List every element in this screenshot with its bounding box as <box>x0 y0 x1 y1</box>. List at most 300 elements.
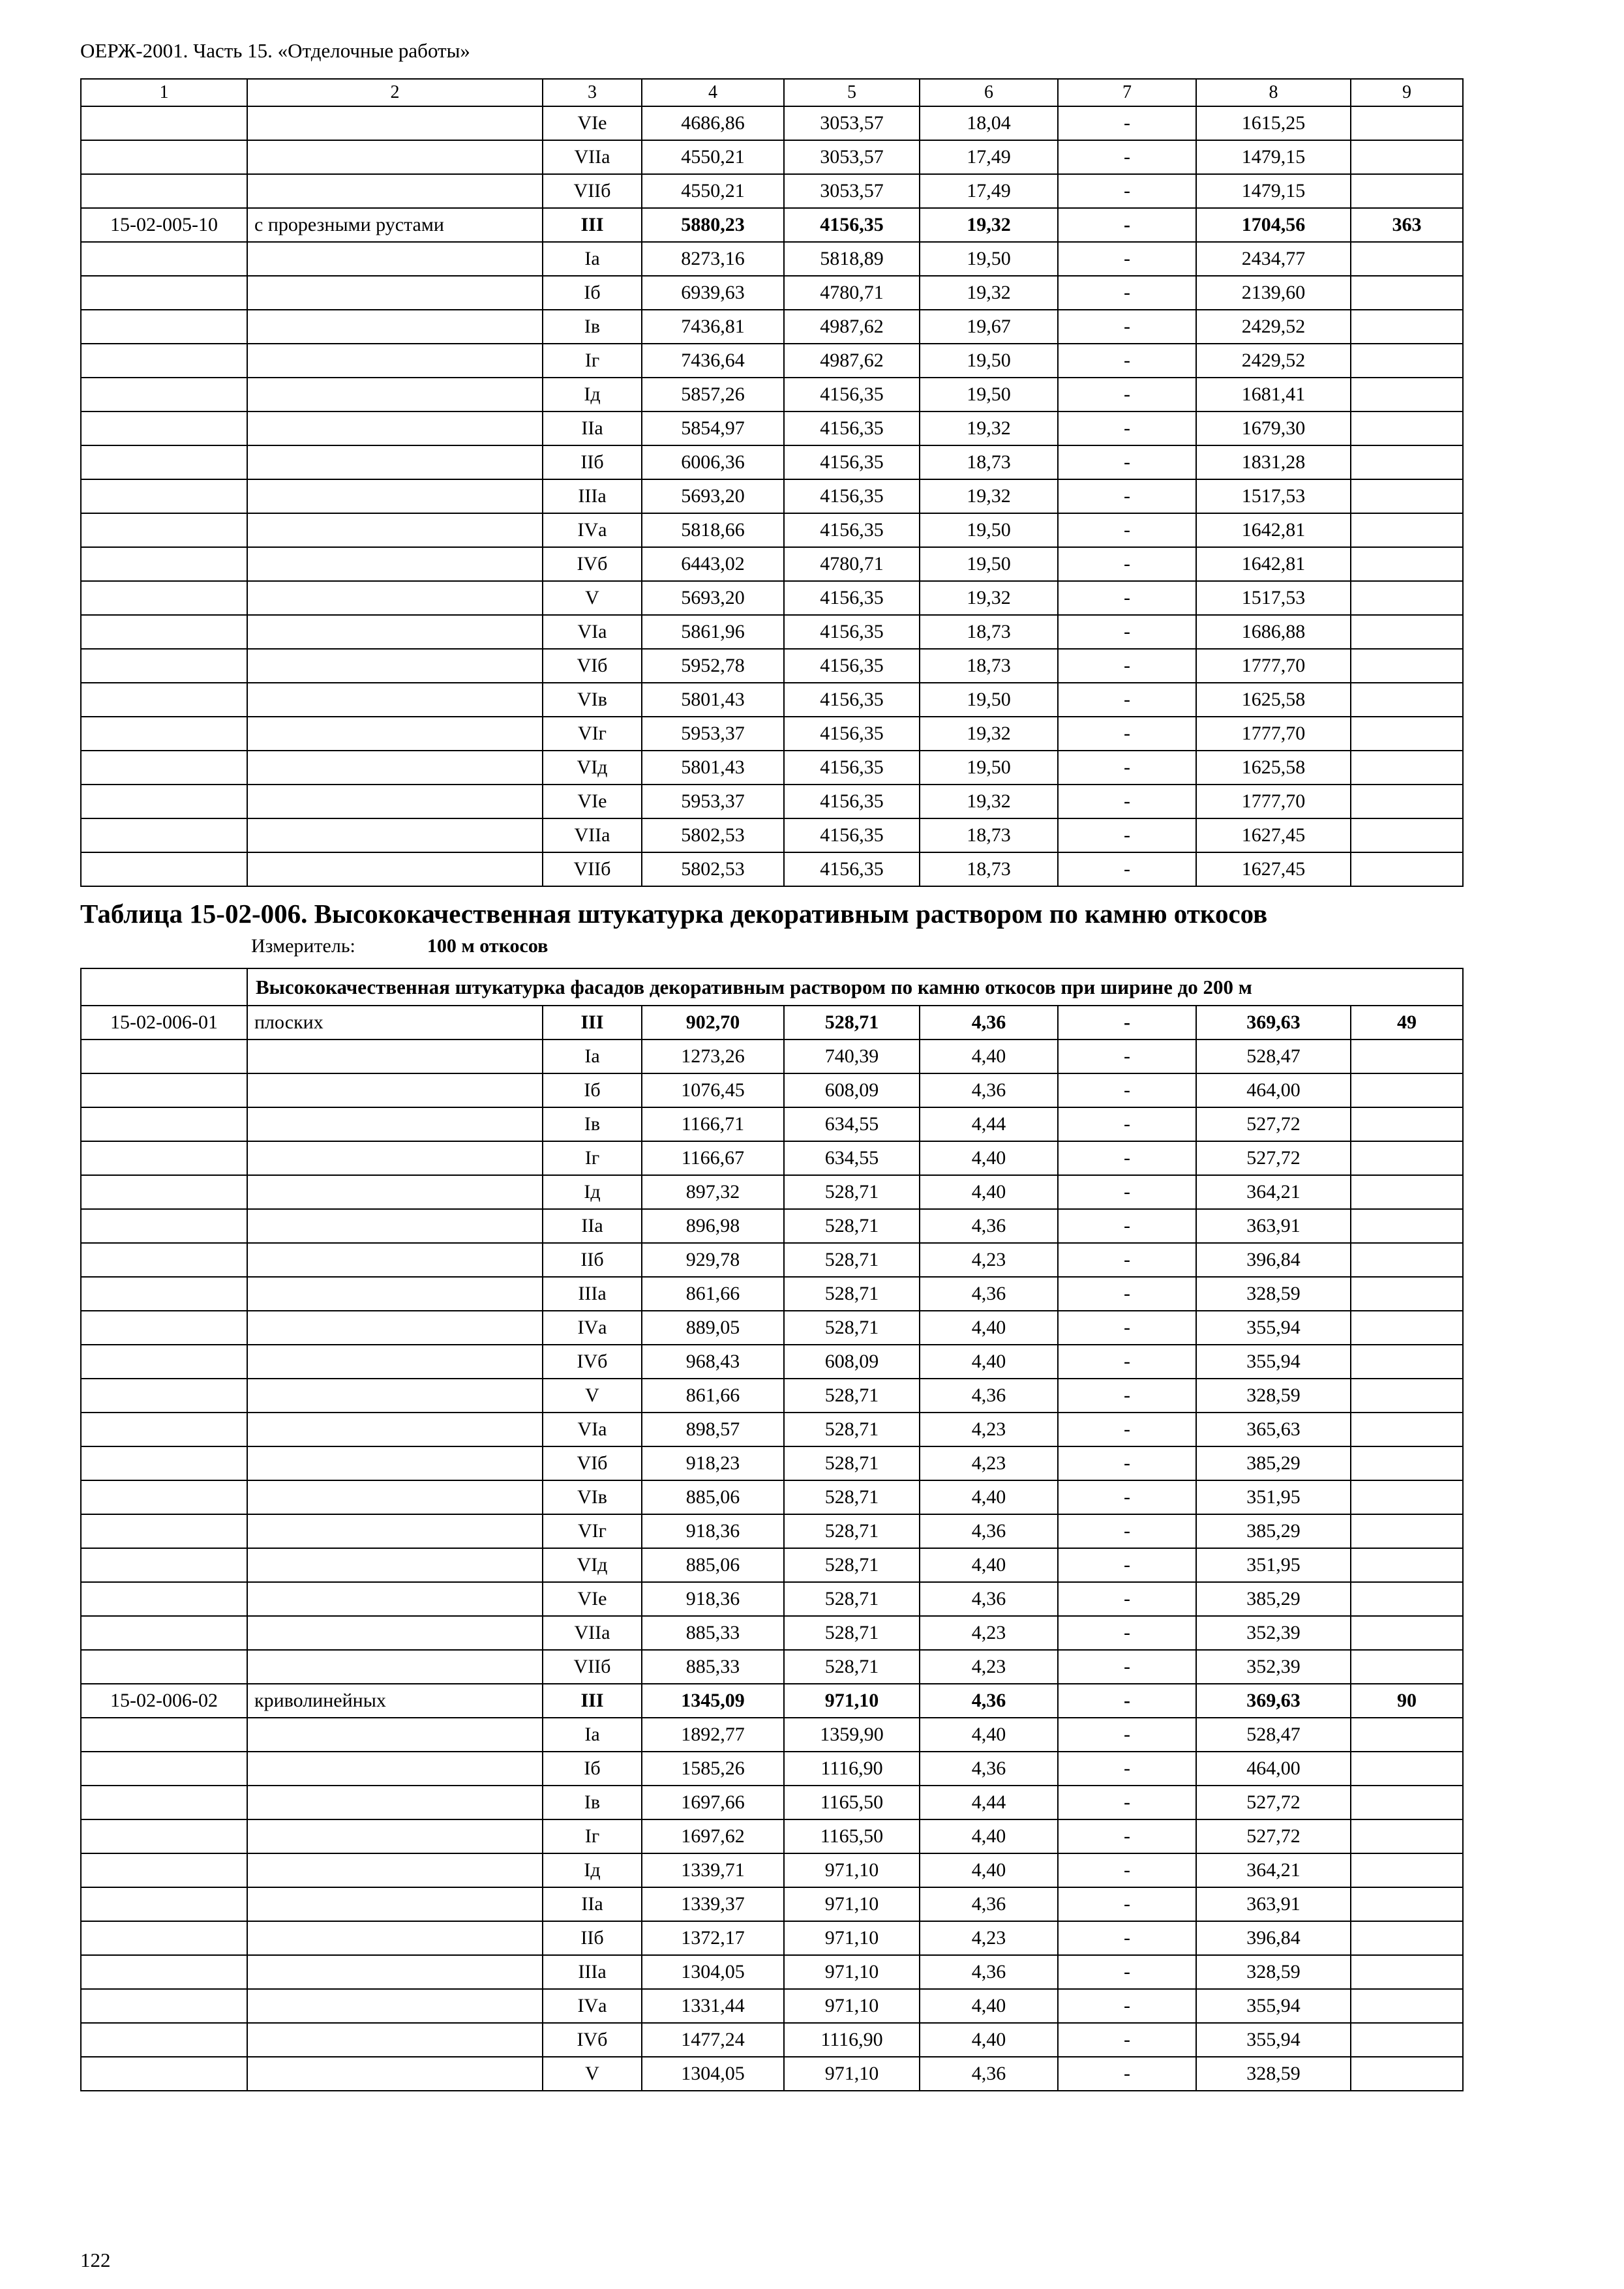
value-cell: - <box>1058 106 1196 140</box>
value-cell <box>1351 479 1463 513</box>
value-cell <box>1351 140 1463 174</box>
value-cell: 19,32 <box>920 411 1058 445</box>
value-cell: 4156,35 <box>784 683 920 717</box>
value-cell: 740,39 <box>784 1040 920 1073</box>
value-cell: 6443,02 <box>642 547 784 581</box>
value-cell: - <box>1058 1345 1196 1379</box>
value-cell: 4,36 <box>920 1073 1058 1107</box>
value-cell <box>1351 1175 1463 1209</box>
value-cell: VIг <box>543 1514 642 1548</box>
value-cell: 1479,15 <box>1196 174 1351 208</box>
value-cell: 5818,66 <box>642 513 784 547</box>
value-cell: 929,78 <box>642 1243 784 1277</box>
value-cell: - <box>1058 547 1196 581</box>
value-cell: 4,40 <box>920 1141 1058 1175</box>
value-cell: 5880,23 <box>642 208 784 242</box>
value-cell: 6006,36 <box>642 445 784 479</box>
description-cell <box>247 445 543 479</box>
value-cell <box>1351 513 1463 547</box>
description-cell <box>247 310 543 344</box>
value-cell: 396,84 <box>1196 1921 1351 1955</box>
value-cell: 4,23 <box>920 1446 1058 1480</box>
value-cell: 5953,37 <box>642 785 784 818</box>
value-cell: 1704,56 <box>1196 208 1351 242</box>
value-cell <box>1351 445 1463 479</box>
value-cell: 528,71 <box>784 1480 920 1514</box>
value-cell: V <box>543 2057 642 2091</box>
code-cell <box>81 174 247 208</box>
value-cell: 4,23 <box>920 1616 1058 1650</box>
code-cell: 15-02-006-02 <box>81 1684 247 1718</box>
value-cell <box>1351 683 1463 717</box>
description-cell <box>247 547 543 581</box>
value-cell <box>1351 581 1463 615</box>
value-cell: 608,09 <box>784 1073 920 1107</box>
value-cell: 328,59 <box>1196 1379 1351 1413</box>
code-cell <box>81 479 247 513</box>
value-cell: - <box>1058 310 1196 344</box>
value-cell: 971,10 <box>784 2057 920 2091</box>
measurer-value: 100 м откосов <box>427 935 549 957</box>
value-cell: - <box>1058 1141 1196 1175</box>
value-cell: 355,94 <box>1196 2023 1351 2057</box>
value-cell: - <box>1058 1853 1196 1887</box>
description-cell <box>247 2023 543 2057</box>
value-cell: IIа <box>543 1887 642 1921</box>
value-cell: 19,50 <box>920 344 1058 378</box>
value-cell: 885,06 <box>642 1548 784 1582</box>
value-cell: 19,32 <box>920 717 1058 751</box>
table-row <box>81 1311 1463 1345</box>
column-number: 4 <box>642 79 784 106</box>
value-cell <box>1351 649 1463 683</box>
value-cell: - <box>1058 2057 1196 2091</box>
table-row <box>81 1989 1463 2023</box>
table-row <box>81 140 1463 174</box>
table-row <box>81 615 1463 649</box>
column-number: 6 <box>920 79 1058 106</box>
value-cell <box>1351 1955 1463 1989</box>
value-cell: - <box>1058 717 1196 751</box>
code-cell <box>81 1718 247 1752</box>
description-cell <box>247 1073 543 1107</box>
code-cell <box>81 276 247 310</box>
description-cell <box>247 242 543 276</box>
value-cell: 4550,21 <box>642 174 784 208</box>
table-row <box>81 1752 1463 1786</box>
value-cell: 528,71 <box>784 1209 920 1243</box>
code-cell <box>81 2057 247 2091</box>
value-cell: VIд <box>543 751 642 785</box>
code-cell <box>81 1887 247 1921</box>
table-row <box>81 2023 1463 2057</box>
value-cell: 1777,70 <box>1196 649 1351 683</box>
table-row <box>81 1413 1463 1446</box>
value-cell: 49 <box>1351 1006 1463 1040</box>
code-cell <box>81 1582 247 1616</box>
value-cell: - <box>1058 1718 1196 1752</box>
value-cell: 2434,77 <box>1196 242 1351 276</box>
value-cell: 528,71 <box>784 1446 920 1480</box>
value-cell <box>1351 411 1463 445</box>
table-row <box>81 513 1463 547</box>
code-cell <box>81 1345 247 1379</box>
description-cell <box>247 1175 543 1209</box>
column-number: 1 <box>81 79 247 106</box>
value-cell: 528,71 <box>784 1006 920 1040</box>
value-cell: VIг <box>543 717 642 751</box>
value-cell: 527,72 <box>1196 1107 1351 1141</box>
value-cell: - <box>1058 378 1196 411</box>
value-cell: VIIб <box>543 174 642 208</box>
value-cell: 90 <box>1351 1684 1463 1718</box>
value-cell: 5861,96 <box>642 615 784 649</box>
table-row <box>81 785 1463 818</box>
value-cell: 4,40 <box>920 1040 1058 1073</box>
value-cell: IVб <box>543 547 642 581</box>
code-cell <box>81 1819 247 1853</box>
value-cell <box>1351 1107 1463 1141</box>
table-row <box>81 1786 1463 1819</box>
value-cell <box>1351 751 1463 785</box>
description-cell <box>247 1650 543 1684</box>
value-cell: - <box>1058 208 1196 242</box>
code-cell <box>81 1446 247 1480</box>
value-cell: 1116,90 <box>784 2023 920 2057</box>
table-row <box>81 344 1463 378</box>
code-cell <box>81 1955 247 1989</box>
description-cell <box>247 1413 543 1446</box>
value-cell: - <box>1058 1819 1196 1853</box>
code-cell <box>81 1514 247 1548</box>
value-cell: 4,40 <box>920 1345 1058 1379</box>
value-cell: - <box>1058 683 1196 717</box>
code-cell <box>81 1548 247 1582</box>
value-cell: Iв <box>543 1107 642 1141</box>
value-cell: 19,32 <box>920 581 1058 615</box>
value-cell: 5693,20 <box>642 479 784 513</box>
value-cell <box>1351 1243 1463 1277</box>
table-row <box>81 106 1463 140</box>
description-cell: с прорезными рустами <box>247 208 543 242</box>
description-cell <box>247 378 543 411</box>
description-cell <box>247 581 543 615</box>
value-cell: 4,44 <box>920 1786 1058 1819</box>
description-cell <box>247 1582 543 1616</box>
value-cell: VIIб <box>543 852 642 886</box>
value-cell: 528,71 <box>784 1379 920 1413</box>
table-row <box>81 1107 1463 1141</box>
value-cell: - <box>1058 1480 1196 1514</box>
table-row <box>81 174 1463 208</box>
description-cell <box>247 717 543 751</box>
value-cell: - <box>1058 1209 1196 1243</box>
description-cell <box>247 1141 543 1175</box>
value-cell: 19,50 <box>920 513 1058 547</box>
value-cell: - <box>1058 1413 1196 1446</box>
value-cell: 4156,35 <box>784 581 920 615</box>
value-cell: 1625,58 <box>1196 683 1351 717</box>
value-cell: 634,55 <box>784 1107 920 1141</box>
value-cell: 355,94 <box>1196 1311 1351 1345</box>
value-cell: 1517,53 <box>1196 581 1351 615</box>
code-cell <box>81 445 247 479</box>
value-cell: 19,50 <box>920 683 1058 717</box>
value-cell: - <box>1058 1040 1196 1073</box>
description-cell <box>247 683 543 717</box>
value-cell: 7436,64 <box>642 344 784 378</box>
code-cell <box>81 751 247 785</box>
table-row <box>81 1684 1463 1718</box>
value-cell: 1304,05 <box>642 2057 784 2091</box>
value-cell <box>1351 242 1463 276</box>
value-cell <box>1351 276 1463 310</box>
value-cell: - <box>1058 411 1196 445</box>
value-cell <box>1351 1311 1463 1345</box>
value-cell: IIб <box>543 1243 642 1277</box>
value-cell: 364,21 <box>1196 1853 1351 1887</box>
value-cell <box>1351 717 1463 751</box>
value-cell: 1777,70 <box>1196 785 1351 818</box>
code-cell <box>81 1480 247 1514</box>
description-cell <box>247 1107 543 1141</box>
table-row <box>81 852 1463 886</box>
value-cell: 7436,81 <box>642 310 784 344</box>
value-cell: - <box>1058 1446 1196 1480</box>
value-cell: 971,10 <box>784 1853 920 1887</box>
value-cell <box>1351 818 1463 852</box>
value-cell: 1681,41 <box>1196 378 1351 411</box>
code-cell <box>81 1141 247 1175</box>
value-cell: 4,23 <box>920 1921 1058 1955</box>
table-row <box>81 378 1463 411</box>
value-cell <box>1351 344 1463 378</box>
value-cell: III <box>543 1006 642 1040</box>
value-cell: 1477,24 <box>642 2023 784 2057</box>
table-row <box>81 1277 1463 1311</box>
value-cell: 528,47 <box>1196 1718 1351 1752</box>
value-cell: - <box>1058 1006 1196 1040</box>
value-cell <box>1351 1345 1463 1379</box>
value-cell: V <box>543 581 642 615</box>
rates-table-continuation <box>80 78 1464 887</box>
value-cell: 889,05 <box>642 1311 784 1345</box>
value-cell: 18,04 <box>920 106 1058 140</box>
value-cell: 1359,90 <box>784 1718 920 1752</box>
table-row <box>81 1582 1463 1616</box>
value-cell: 4,40 <box>920 1311 1058 1345</box>
description-cell <box>247 1989 543 2023</box>
value-cell: IVб <box>543 1345 642 1379</box>
table-row <box>81 2057 1463 2091</box>
table-row <box>81 818 1463 852</box>
value-cell: Iа <box>543 242 642 276</box>
value-cell: IIб <box>543 1921 642 1955</box>
table-row <box>81 242 1463 276</box>
value-cell: 19,32 <box>920 276 1058 310</box>
code-cell <box>81 649 247 683</box>
code-cell <box>81 1311 247 1345</box>
value-cell: 898,57 <box>642 1413 784 1446</box>
value-cell <box>1351 1582 1463 1616</box>
value-cell: 1273,26 <box>642 1040 784 1073</box>
value-cell: 4156,35 <box>784 717 920 751</box>
value-cell <box>1351 1379 1463 1413</box>
value-cell <box>1351 1446 1463 1480</box>
value-cell: 1339,71 <box>642 1853 784 1887</box>
value-cell: 608,09 <box>784 1345 920 1379</box>
code-cell <box>81 310 247 344</box>
description-cell <box>247 411 543 445</box>
value-cell: - <box>1058 1175 1196 1209</box>
value-cell: 385,29 <box>1196 1582 1351 1616</box>
value-cell: 464,00 <box>1196 1073 1351 1107</box>
value-cell <box>1351 1921 1463 1955</box>
value-cell: IIб <box>543 445 642 479</box>
value-cell: 1642,81 <box>1196 547 1351 581</box>
value-cell: 4,36 <box>920 1582 1058 1616</box>
value-cell: 5854,97 <box>642 411 784 445</box>
value-cell: 4780,71 <box>784 276 920 310</box>
value-cell: IVб <box>543 2023 642 2057</box>
description-cell <box>247 1921 543 1955</box>
description-cell <box>247 1853 543 1887</box>
table-row <box>81 1141 1463 1175</box>
value-cell: 4,36 <box>920 1277 1058 1311</box>
value-cell: IIIа <box>543 1277 642 1311</box>
table-body-006 <box>81 968 1463 2091</box>
column-number: 3 <box>543 79 642 106</box>
code-cell <box>81 411 247 445</box>
value-cell: VIIа <box>543 1616 642 1650</box>
value-cell: 4,36 <box>920 1379 1058 1413</box>
value-cell: 19,50 <box>920 242 1058 276</box>
description-cell <box>247 751 543 785</box>
code-cell <box>81 1413 247 1446</box>
value-cell: 1479,15 <box>1196 140 1351 174</box>
table-row <box>81 1616 1463 1650</box>
value-cell: 18,73 <box>920 649 1058 683</box>
column-number: 9 <box>1351 79 1463 106</box>
table-row <box>81 1718 1463 1752</box>
table-row <box>81 1209 1463 1243</box>
description-cell <box>247 615 543 649</box>
value-cell: 4,36 <box>920 1887 1058 1921</box>
column-number: 8 <box>1196 79 1351 106</box>
value-cell: 4156,35 <box>784 208 920 242</box>
code-cell <box>81 1040 247 1073</box>
value-cell: 918,23 <box>642 1446 784 1480</box>
value-cell: 4,40 <box>920 1175 1058 1209</box>
code-cell <box>81 581 247 615</box>
code-cell <box>81 1379 247 1413</box>
value-cell: - <box>1058 1752 1196 1786</box>
value-cell: 4686,86 <box>642 106 784 140</box>
value-cell: - <box>1058 1073 1196 1107</box>
description-cell <box>247 1752 543 1786</box>
value-cell: 4156,35 <box>784 615 920 649</box>
code-cell <box>81 852 247 886</box>
column-number: 2 <box>247 79 543 106</box>
table-row <box>81 1514 1463 1548</box>
value-cell: 352,39 <box>1196 1616 1351 1650</box>
value-cell: 1304,05 <box>642 1955 784 1989</box>
table-row <box>81 1379 1463 1413</box>
value-cell <box>1351 378 1463 411</box>
description-cell: плоских <box>247 1006 543 1040</box>
value-cell: Iа <box>543 1040 642 1073</box>
value-cell: 4,40 <box>920 2023 1058 2057</box>
code-cell <box>81 615 247 649</box>
value-cell <box>1351 1887 1463 1921</box>
code-cell <box>81 1921 247 1955</box>
value-cell: IIIа <box>543 1955 642 1989</box>
value-cell: 4550,21 <box>642 140 784 174</box>
code-cell <box>81 547 247 581</box>
table-row <box>81 581 1463 615</box>
value-cell: 528,71 <box>784 1616 920 1650</box>
value-cell: 971,10 <box>784 1684 920 1718</box>
value-cell: - <box>1058 818 1196 852</box>
description-cell <box>247 1277 543 1311</box>
running-header: ОЕРЖ-2001. Часть 15. «Отделочные работы» <box>80 39 470 62</box>
value-cell: 19,32 <box>920 479 1058 513</box>
code-cell <box>81 140 247 174</box>
value-cell: VIд <box>543 1548 642 1582</box>
description-cell <box>247 1209 543 1243</box>
value-cell: 363,91 <box>1196 1209 1351 1243</box>
value-cell: VIIа <box>543 818 642 852</box>
value-cell: 528,71 <box>784 1311 920 1345</box>
value-cell: - <box>1058 1650 1196 1684</box>
table-row <box>81 1921 1463 1955</box>
value-cell: 885,33 <box>642 1616 784 1650</box>
value-cell: 1116,90 <box>784 1752 920 1786</box>
value-cell: - <box>1058 649 1196 683</box>
value-cell <box>1351 1141 1463 1175</box>
value-cell: Iг <box>543 1141 642 1175</box>
table-row <box>81 208 1463 242</box>
value-cell: 5818,89 <box>784 242 920 276</box>
value-cell: 8273,16 <box>642 242 784 276</box>
value-cell: 1166,71 <box>642 1107 784 1141</box>
value-cell: 5801,43 <box>642 683 784 717</box>
value-cell: IVа <box>543 1989 642 2023</box>
description-cell <box>247 818 543 852</box>
value-cell: 1165,50 <box>784 1819 920 1853</box>
table-row <box>81 1819 1463 1853</box>
value-cell: 19,67 <box>920 310 1058 344</box>
description-cell <box>247 1819 543 1853</box>
value-cell: - <box>1058 140 1196 174</box>
page-number: 122 <box>80 2249 111 2271</box>
value-cell <box>1351 1413 1463 1446</box>
value-cell: 328,59 <box>1196 1955 1351 1989</box>
value-cell <box>1351 1650 1463 1684</box>
value-cell: 527,72 <box>1196 1141 1351 1175</box>
code-cell <box>81 378 247 411</box>
value-cell: 396,84 <box>1196 1243 1351 1277</box>
value-cell: 4156,35 <box>784 818 920 852</box>
value-cell: - <box>1058 344 1196 378</box>
code-cell: 15-02-006-01 <box>81 1006 247 1040</box>
value-cell: 971,10 <box>784 1955 920 1989</box>
value-cell <box>1351 174 1463 208</box>
value-cell: 897,32 <box>642 1175 784 1209</box>
value-cell: 634,55 <box>784 1141 920 1175</box>
value-cell: 369,63 <box>1196 1006 1351 1040</box>
table-row <box>81 445 1463 479</box>
